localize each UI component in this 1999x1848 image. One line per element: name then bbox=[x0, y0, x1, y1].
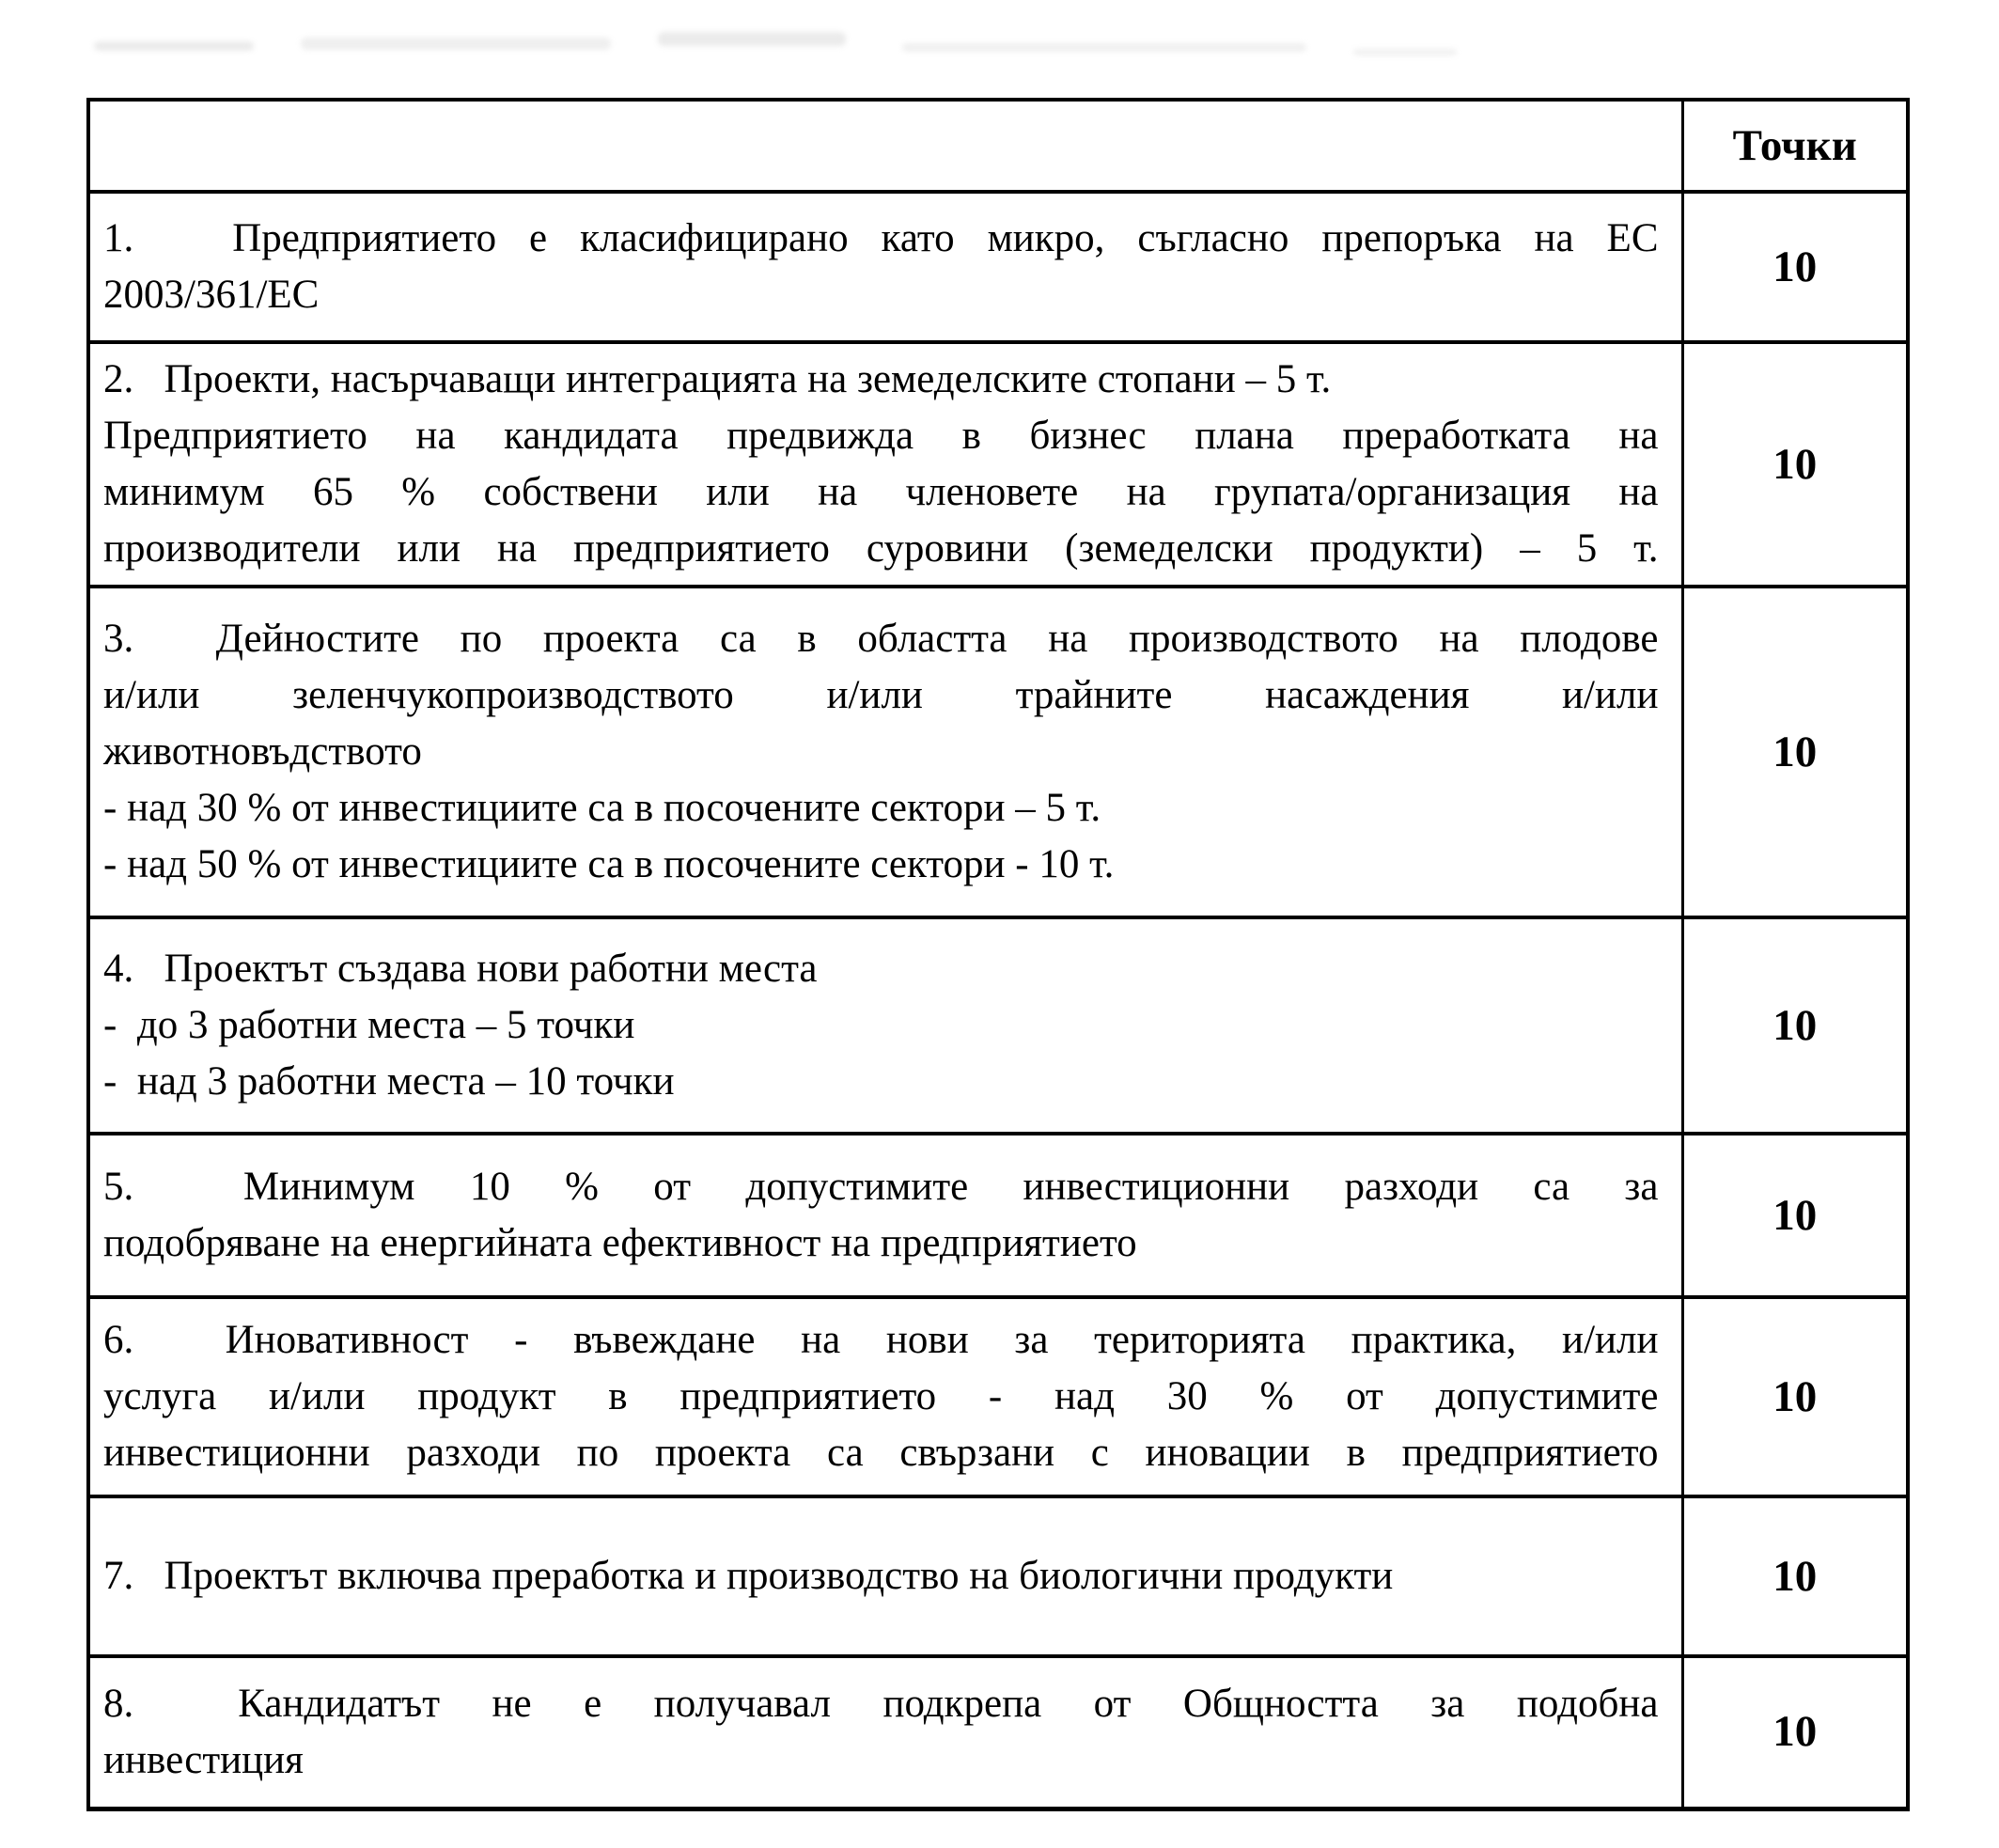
header-row bbox=[88, 100, 1908, 192]
points-header: Точки bbox=[1682, 100, 1908, 192]
criteria-cell bbox=[88, 192, 1682, 342]
criteria-line: - над 3 работни места – 10 точки bbox=[103, 1059, 675, 1104]
criteria-line: инвестиционни разходи по проекта са свързани с иновации в предприятието bbox=[103, 1431, 1659, 1475]
criteria-line: минимум 65 % собствени или на членовете на групата/организация на bbox=[103, 470, 1659, 514]
table-row bbox=[88, 1297, 1908, 1496]
criteria-line: инвестиция bbox=[103, 1737, 304, 1782]
points-cell: 10 bbox=[1682, 1496, 1908, 1656]
criteria-table-body bbox=[88, 192, 1908, 1809]
points-cell: 10 bbox=[1682, 192, 1908, 342]
criteria-line: 6. Иновативност - въвеждане на нови за територията практика, и/или bbox=[103, 1318, 1659, 1362]
criteria-line: услуга и/или продукт в предприятието - над 30 % от допустимите bbox=[103, 1374, 1659, 1418]
scan-smudge bbox=[1353, 49, 1457, 55]
points-cell: 10 bbox=[1682, 917, 1908, 1134]
points-cell: 10 bbox=[1682, 342, 1908, 587]
criteria-line: производители или на предприятието суровини (земеделски продукти) – 5 т. bbox=[103, 526, 1659, 571]
table-row bbox=[88, 1496, 1908, 1656]
criteria-line: 1. Предприятието е класифицирано като микро, съгласно препоръка на ЕС bbox=[103, 216, 1659, 260]
criteria-line: - над 50 % от инвестициите са в посочените сектори - 10 т. bbox=[103, 842, 1115, 886]
criteria-cell bbox=[88, 1134, 1682, 1297]
criteria-cell bbox=[88, 587, 1682, 917]
criteria-cell bbox=[88, 917, 1682, 1134]
criteria-line: 4. Проектът създава нови работни места bbox=[103, 947, 818, 991]
criteria-cell bbox=[88, 342, 1682, 587]
criteria-header-cell bbox=[88, 100, 1682, 192]
table-row bbox=[88, 917, 1908, 1134]
criteria-line: животновъдството bbox=[103, 729, 422, 774]
criteria-line: 2. Проекти, насърчаващи интеграцията на земеделските стопани – 5 т. bbox=[103, 357, 1332, 401]
criteria-line: 8. Кандидатът не е получавал подкрепа от Общността за подобна bbox=[103, 1681, 1659, 1726]
criteria-line: 7. Проектът включва преработка и производство на биологични продукти bbox=[103, 1554, 1394, 1598]
criteria-line: подобряване на енергийната ефективност на предприятието bbox=[103, 1221, 1137, 1265]
table-row bbox=[88, 1134, 1908, 1297]
table-row bbox=[88, 192, 1908, 342]
criteria-line: - над 30 % от инвестициите са в посочените сектори – 5 т. bbox=[103, 786, 1101, 830]
scan-smudge bbox=[658, 32, 846, 46]
criteria-cell bbox=[88, 1297, 1682, 1496]
criteria-line: 2003/361/ЕС bbox=[103, 273, 320, 317]
criteria-cell bbox=[88, 1496, 1682, 1656]
criteria-cell bbox=[88, 1656, 1682, 1809]
criteria-table bbox=[86, 98, 1910, 1811]
scan-smudge bbox=[301, 38, 611, 50]
scan-smudge bbox=[902, 43, 1306, 52]
criteria-line: - до 3 работни места – 5 точки bbox=[103, 1003, 635, 1047]
table-row bbox=[88, 1656, 1908, 1809]
points-cell: 10 bbox=[1682, 1656, 1908, 1809]
points-cell: 10 bbox=[1682, 1297, 1908, 1496]
table-row bbox=[88, 587, 1908, 917]
criteria-line: Предприятието на кандидата предвижда в бизнес плана преработката на bbox=[103, 414, 1659, 458]
criteria-line: 3. Дейностите по проекта са в областта на производството на плодове bbox=[103, 617, 1659, 661]
scan-smudge bbox=[94, 41, 254, 51]
criteria-line: 5. Минимум 10 % от допустимите инвестиционни разходи са за bbox=[103, 1165, 1659, 1209]
points-cell: 10 bbox=[1682, 1134, 1908, 1297]
table-row bbox=[88, 342, 1908, 587]
points-cell: 10 bbox=[1682, 587, 1908, 917]
criteria-line: и/или зеленчукопроизводството и/или трайните насаждения и/или bbox=[103, 673, 1659, 717]
